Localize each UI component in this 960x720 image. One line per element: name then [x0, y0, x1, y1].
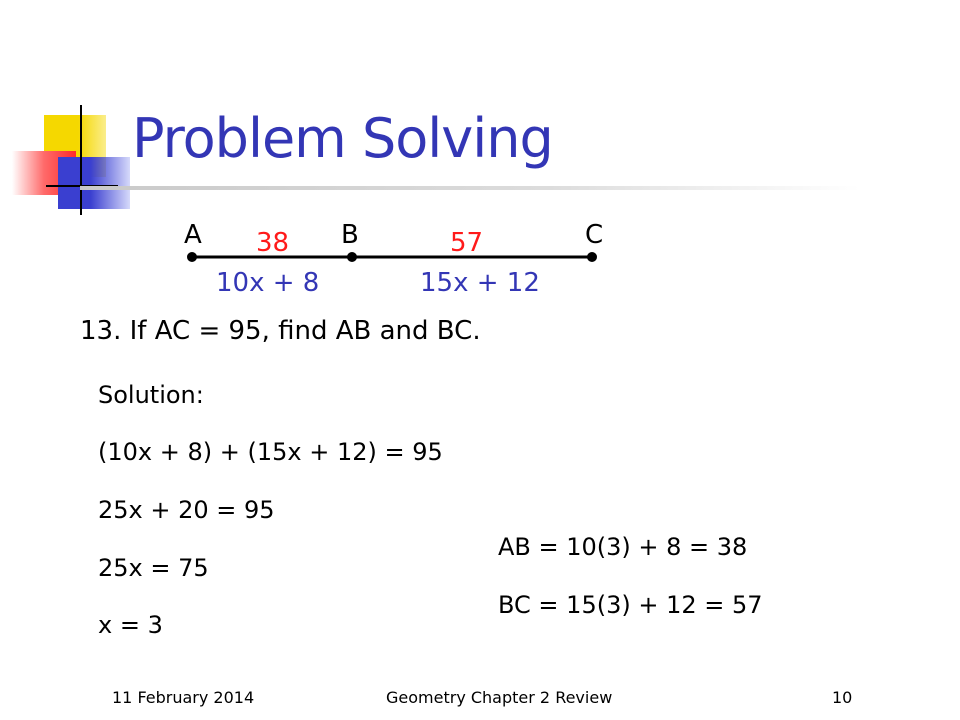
problem-statement: 13. If AC = 95, find AB and BC. [80, 316, 481, 346]
answer-ab: AB = 10(3) + 8 = 38 [498, 533, 748, 561]
footer-course: Geometry Chapter 2 Review [386, 688, 613, 707]
point-b-label: B [341, 220, 359, 250]
footer-date: 11 February 2014 [112, 688, 255, 707]
point-c-label: C [585, 220, 604, 250]
slide-title: Problem Solving [132, 107, 553, 170]
solution-step: 25x = 75 [98, 554, 209, 582]
solution-step: (10x + 8) + (15x + 12) = 95 [98, 438, 443, 466]
point-c-dot [587, 252, 597, 262]
solution-step: x = 3 [98, 611, 163, 639]
solution-heading: Solution: [98, 381, 204, 409]
solution-step: 25x + 20 = 95 [98, 496, 275, 524]
answer-bc: BC = 15(3) + 12 = 57 [498, 591, 763, 619]
point-a-label: A [184, 220, 202, 250]
bc-expression: 15x + 12 [420, 268, 540, 298]
point-b-dot [347, 252, 357, 262]
point-a-dot [187, 252, 197, 262]
bc-value: 57 [450, 228, 484, 258]
ab-expression: 10x + 8 [216, 268, 320, 298]
ab-value: 38 [256, 228, 290, 258]
footer-page-number: 10 [832, 688, 853, 707]
